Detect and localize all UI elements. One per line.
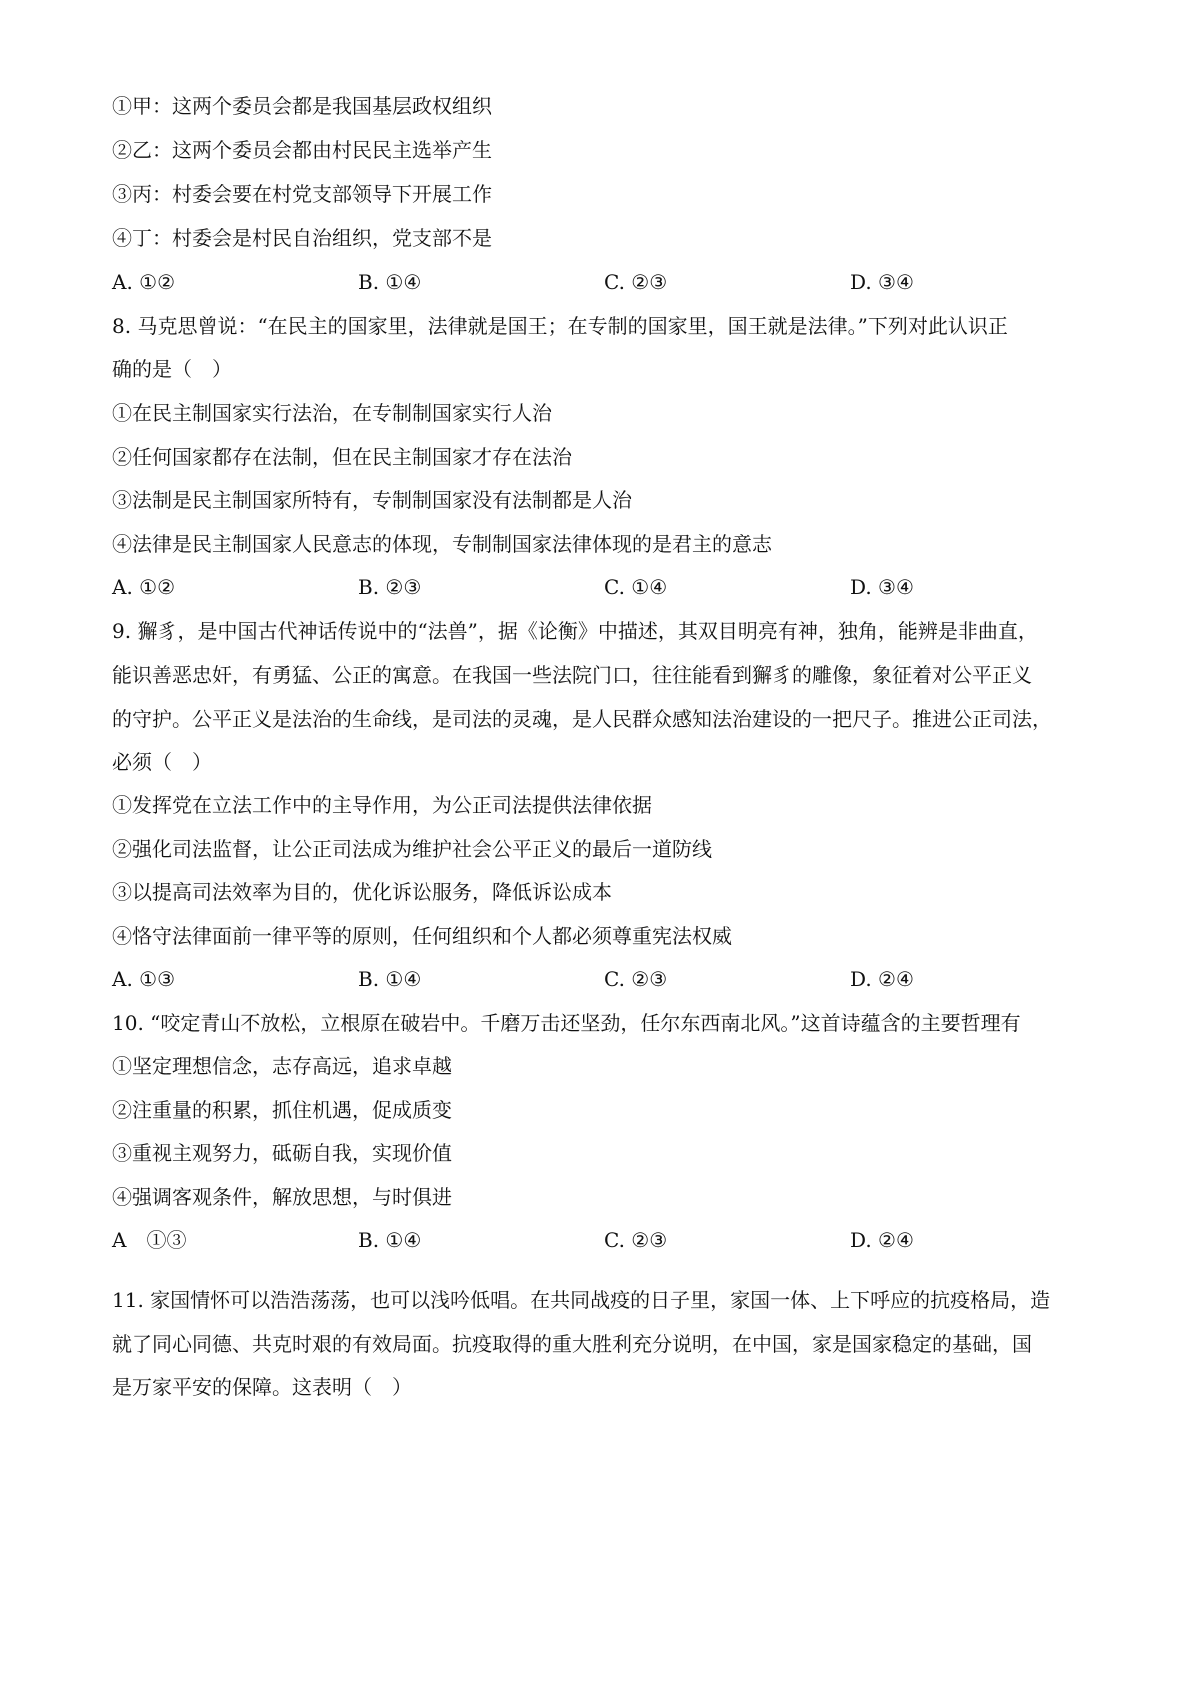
- q10-statement-1: ①坚定理想信念，志存高远，追求卓越: [112, 1054, 452, 1078]
- q7-statement-1: ①甲：这两个委员会都是我国基层政权组织: [112, 94, 492, 118]
- q8-option-b: B. ②③: [358, 575, 422, 599]
- q7-option-b: B. ①④: [358, 270, 422, 294]
- q8-option-c: C. ①④: [604, 575, 668, 599]
- q10-statement-4: ④强调客观条件，解放思想，与时俱进: [112, 1185, 452, 1209]
- q8-stem-line-2: 确的是（ ）: [112, 357, 232, 381]
- q7-option-d: D. ③④: [850, 270, 914, 294]
- q9-statement-3: ③以提高司法效率为目的，优化诉讼服务，降低诉讼成本: [112, 880, 612, 904]
- q8-statement-3: ③法制是民主制国家所特有，专制制国家没有法制都是人治: [112, 488, 632, 512]
- q7-statement-3: ③丙：村委会要在村党支部领导下开展工作: [112, 182, 492, 206]
- q8-statement-2: ②任何国家都存在法制，但在民主制国家才存在法治: [112, 445, 572, 469]
- q9-stem-line-2: 能识善恶忠奸，有勇猛、公正的寓意。在我国一些法院门口，往往能看到獬豸的雕像，象征着对公平正义: [112, 663, 1032, 687]
- q9-option-d: D. ②④: [850, 967, 914, 991]
- q10-option-a: A ①③: [112, 1228, 187, 1252]
- q9-options: [112, 965, 1102, 993]
- q8-statement-1: ①在民主制国家实行法治，在专制制国家实行人治: [112, 401, 552, 425]
- q9-statement-2: ②强化司法监督，让公正司法成为维护社会公平正义的最后一道防线: [112, 837, 712, 861]
- q10-option-b: B. ①④: [358, 1228, 422, 1252]
- q9-statement-4: ④恪守法律面前一律平等的原则，任何组织和个人都必须尊重宪法权威: [112, 924, 732, 948]
- q9-stem-line-1: 9. 獬豸，是中国古代神话传说中的“法兽”，据《论衡》中描述，其双目明亮有神，独角，能辨是非曲直，: [112, 619, 1038, 643]
- q10-statement-3: ③重视主观努力，砥砺自我，实现价值: [112, 1141, 452, 1165]
- q7-options: [112, 268, 1102, 296]
- q7-option-c: C. ②③: [604, 270, 668, 294]
- q8-stem-line-1: 8. 马克思曾说：“在民主的国家里，法律就是国王；在专制的国家里，国王就是法律。”下列对此认识正: [112, 314, 1008, 338]
- q9-stem-line-3: 的守护。公平正义是法治的生命线，是司法的灵魂，是人民群众感知法治建设的一把尺子。推进公正司法，: [112, 707, 1052, 731]
- q11-stem-line-2: 就了同心同德、共克时艰的有效局面。抗疫取得的重大胜利充分说明，在中国，家是国家稳定的基础，国: [112, 1332, 1032, 1356]
- q9-option-b: B. ①④: [358, 967, 422, 991]
- q7-option-a: A. ①②: [112, 270, 176, 294]
- q10-statement-2: ②注重量的积累，抓住机遇，促成质变: [112, 1098, 452, 1122]
- q10-options: [112, 1226, 1102, 1254]
- q7-statement-4: ④丁：村委会是村民自治组织，党支部不是: [112, 226, 492, 250]
- q11-stem-line-1: 11. 家国情怀可以浩浩荡荡，也可以浅吟低唱。在共同战疫的日子里，家国一体、上下呼应的抗疫格局，造: [112, 1288, 1051, 1312]
- q9-stem-line-4: 必须（ ）: [112, 750, 212, 774]
- q7-statement-2: ②乙：这两个委员会都由村民民主选举产生: [112, 138, 492, 162]
- q9-option-c: C. ②③: [604, 967, 668, 991]
- q10-option-c: C. ②③: [604, 1228, 668, 1252]
- q9-option-a: A. ①③: [112, 967, 176, 991]
- q8-statement-4: ④法律是民主制国家人民意志的体现，专制制国家法律体现的是君主的意志: [112, 532, 772, 556]
- q8-option-d: D. ③④: [850, 575, 914, 599]
- q8-option-a: A. ①②: [112, 575, 176, 599]
- q11-stem-line-3: 是万家平安的保障。这表明（ ）: [112, 1375, 412, 1399]
- q10-stem-line-1: 10. “咬定青山不放松，立根原在破岩中。千磨万击还坚劲，任尔东西南北风。”这首诗蕴含的主要哲理有: [112, 1011, 1021, 1035]
- q9-statement-1: ①发挥党在立法工作中的主导作用，为公正司法提供法律依据: [112, 793, 652, 817]
- q10-option-d: D. ②④: [850, 1228, 914, 1252]
- q8-options: [112, 573, 1102, 601]
